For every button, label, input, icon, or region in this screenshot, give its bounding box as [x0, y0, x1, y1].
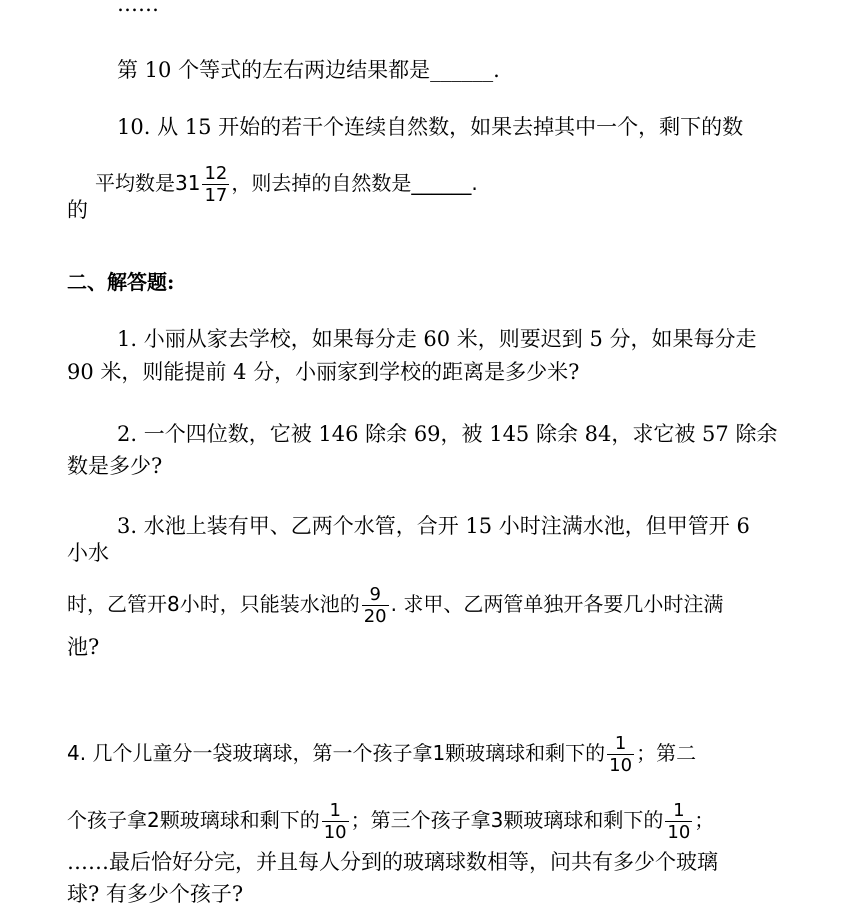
- question-9-tail: 第 10 个等式的左右两边结果都是______.: [117, 58, 500, 82]
- ellipsis-top: ……: [117, 0, 159, 16]
- fraction-numerator: 1: [607, 733, 634, 755]
- problem-4-fraction-2: [322, 800, 349, 843]
- problem-4-text-2-mid: ；第三个孩子拿3颗玻璃球和剩下的: [350, 808, 664, 832]
- problem-1-line-2: 90 米，则能提前 4 分，小丽家到学校的距离是多少米?: [67, 360, 580, 384]
- fraction-denominator: 10: [667, 822, 691, 843]
- problem-3-line-2: 小水: [67, 541, 109, 565]
- problem-4-line-3: ……最后恰好分完，并且每人分到的玻璃球数相等，问共有多少个玻璃: [67, 850, 718, 874]
- problem-4-fraction-3: [665, 800, 692, 843]
- problem-3-line-4: 池?: [67, 635, 100, 659]
- fraction-numerator: 1: [322, 800, 349, 822]
- problem-3-line-1: 3. 水池上装有甲、乙两个水管，合开 15 小时注满水池，但甲管开 6: [117, 514, 750, 538]
- problem-4-line-1: [67, 733, 696, 776]
- fraction-denominator: 10: [323, 822, 347, 843]
- problem-2-line-1: 2. 一个四位数，它被 146 除余 69，被 145 除余 84，求它被 57 除余: [117, 422, 778, 446]
- problem-4-text-2-post: ；: [694, 808, 715, 832]
- problem-4-text-1-pre: 4. 几个儿童分一袋玻璃球，第一个孩子拿1颗玻璃球和剩下的: [67, 741, 606, 765]
- problem-4-text-2-pre: 个孩子拿2颗玻璃球和剩下的: [67, 808, 320, 832]
- fraction-numerator: 1: [665, 800, 692, 822]
- problem-3-text-post: . 求甲、乙两管单独开各要几小时注满: [390, 592, 724, 616]
- fraction-denominator: 10: [609, 755, 633, 776]
- question-10-fraction: [202, 163, 229, 206]
- problem-3-line-3: [67, 584, 723, 627]
- problem-4-line-4: 球? 有多少个孩子?: [67, 882, 244, 906]
- question-10-de: 的: [67, 198, 88, 222]
- problem-4-line-2: [67, 800, 714, 843]
- fraction-denominator: 20: [363, 606, 387, 627]
- problem-4-fraction-1: [607, 733, 634, 776]
- question-10-line-1: 10. 从 15 开始的若干个连续自然数，如果去掉其中一个，剩下的数: [117, 115, 744, 139]
- problem-3-fraction: [362, 584, 389, 627]
- problem-4-text-1-post: ；第二: [636, 741, 697, 765]
- section-2-title: 二、解答题:: [67, 270, 175, 294]
- fraction-denominator: 17: [204, 185, 228, 206]
- question-10-text-pre: 平均数是31: [95, 171, 201, 195]
- fraction-numerator: 12: [204, 163, 228, 184]
- fraction-numerator: 9: [362, 584, 389, 606]
- problem-1-line-1: 1. 小丽从家去学校，如果每分走 60 米，则要迟到 5 分，如果每分走: [117, 327, 757, 351]
- problem-2-line-2: 数是多少?: [67, 454, 163, 478]
- problem-3-text-pre: 时，乙管开8小时，只能装水池的: [67, 592, 360, 616]
- question-10-line-2: [95, 163, 478, 206]
- question-10-text-post: ，则去掉的自然数是______.: [231, 171, 478, 195]
